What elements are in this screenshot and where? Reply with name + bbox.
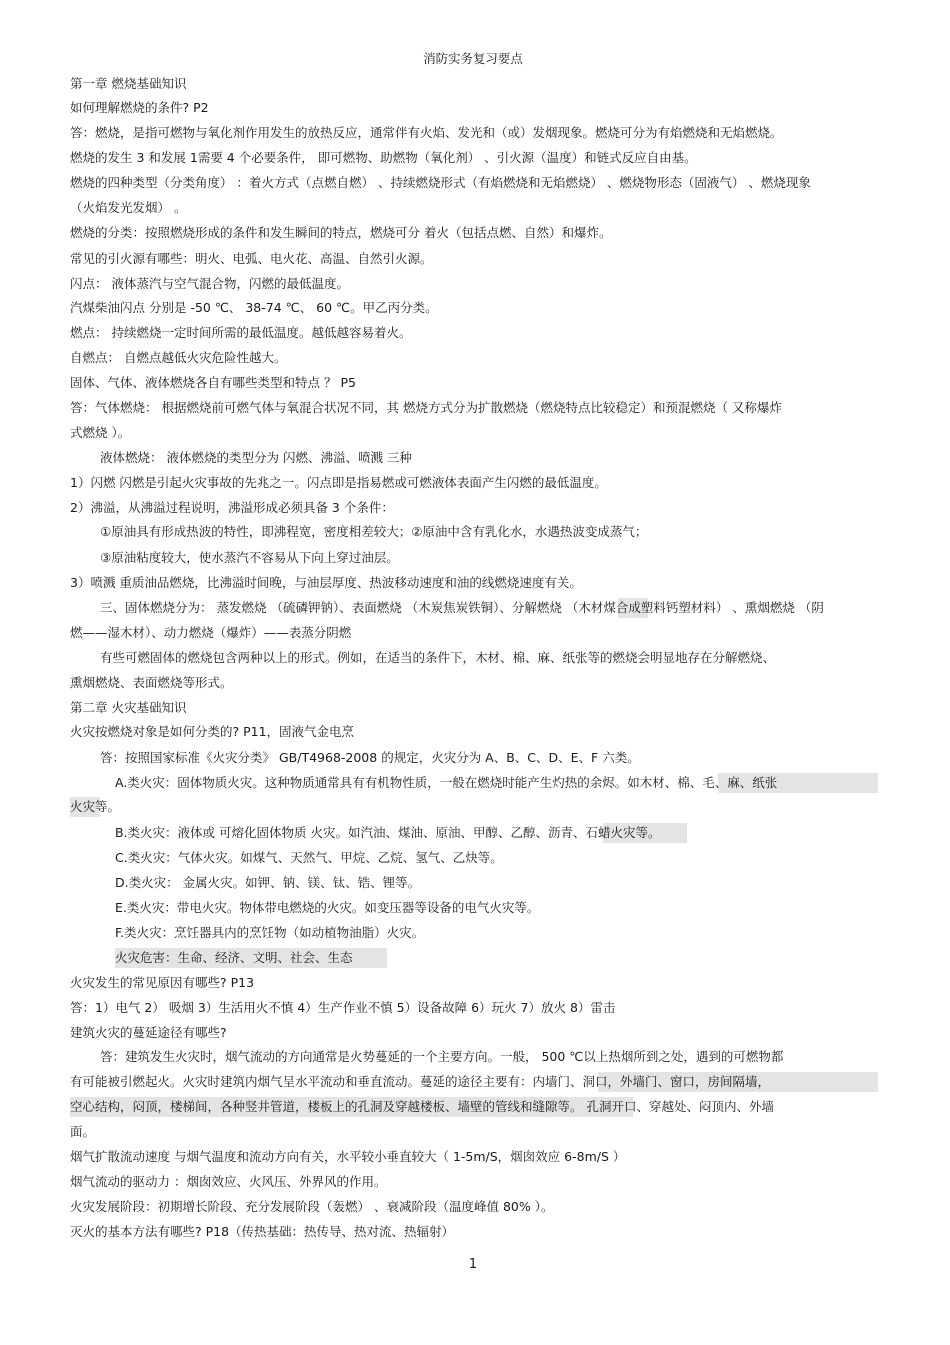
text-line: A.类火灾：固体物质火灾。这种物质通常具有有机物性质，一般在燃烧时能产生灼热的余烬。如木材、棉、毛、麻、纸张 [115, 775, 778, 790]
text-line: 有可能被引燃起火。火灾时建筑内烟气呈水平流动和垂直流动。蔓延的途径主要有：内墙门、洞口，外墙门、窗口，房间隔墙， [70, 1074, 771, 1089]
text-line: ①原油具有形成热波的特性，即沸程宽，密度相差较大；②原油中含有乳化水，水遇热波变成蒸气； [100, 524, 648, 539]
chapter-heading: 第二章 火灾基础知识 [70, 700, 187, 715]
text-line: 火灾发展阶段：初期增长阶段、充分发展阶段（轰燃） 、衰减阶段（温度峰值 80% ）。 [70, 1199, 554, 1214]
text-line: B.类火灾：液体或 可熔化固体物质 火灾。如汽油、煤油、原油、甲醇、乙醇、沥青、石蜡火灾等。 [115, 825, 661, 840]
text-line: 三、固体燃烧分为： 蒸发燃烧 （硫磷钾钠）、表面燃烧 （木炭焦炭铁铜）、分解燃烧 （木材煤合成塑料钙塑材料） 、熏烟燃烧 （阴 [100, 600, 824, 615]
text-line: 燃——湿木材）、动力燃烧（爆炸）——表蒸分阴燃 [70, 625, 352, 640]
text-line: 常见的引火源有哪些：明火、电弧、电火花、高温、自然引火源。 [70, 251, 433, 266]
text-line: 有些可燃固体的燃烧包含两种以上的形式。例如，在适当的条件下，木材、棉、麻、纸张等的燃烧会明显地存在分解燃烧、 [100, 650, 776, 665]
question-line: 火灾按燃烧对象是如何分类的? P11，固液气金电烹 [70, 724, 355, 739]
page-number: 1 [468, 1257, 478, 1272]
text-line: 汽煤柴油闪点 分别是 -50 ℃、 38-74 ℃、 60 ℃。甲乙丙分类。 [70, 300, 438, 315]
question-line: 灭火的基本方法有哪些? P18（传热基础：热传导、热对流、热辐射） [70, 1224, 455, 1239]
chapter-heading: 第一章 燃烧基础知识 [70, 76, 187, 91]
text-line: 燃烧的分类：按照燃烧形成的条件和发生瞬间的特点，燃烧可分 着火（包括点燃、自然）和爆炸。 [70, 225, 612, 240]
text-line: 答：气体燃烧： 根据燃烧前可燃气体与氧混合状况不同，其 燃烧方式分为扩散燃烧（燃烧特点比较稳定）和预混燃烧（ 又称爆炸 [70, 400, 782, 415]
text-line: 闪点： 液体蒸汽与空气混合物，闪燃的最低温度。 [70, 276, 349, 291]
text-line: 燃点： 持续燃烧一定时间所需的最低温度。越低越容易着火。 [70, 325, 412, 340]
question-line: 建筑火灾的蔓延途径有哪些? [70, 1025, 227, 1040]
text-line: 答：建筑发生火灾时，烟气流动的方向通常是火势蔓延的一个主要方向。一般， 500 ℃以上热烟所到之处，遇到的可燃物都 [100, 1049, 784, 1064]
text-line: ③原油粘度较大，使水蒸汽不容易从下向上穿过油层。 [100, 550, 399, 565]
question-line: 火灾发生的常见原因有哪些? P13 [70, 975, 255, 990]
text-line: 烟气流动的驱动力 ：烟囱效应、火风压、外界风的作用。 [70, 1174, 387, 1189]
text-line: 3）喷溅 重质油品燃烧，比沸溢时间晚，与油层厚度、热波移动速度和油的线燃烧速度有关。 [70, 575, 582, 590]
text-line: 式燃烧 ）。 [70, 425, 131, 440]
text-line: 烟气扩散流动速度 与烟气温度和流动方向有关，水平较小垂直较大（ 1-5m/S，烟囱效应 6-8m/S ） [70, 1149, 626, 1164]
text-line: E.类火灾：带电火灾。物体带电燃烧的火灾。如变压器等设备的电气火灾等。 [115, 900, 540, 915]
text-line: 1）闪燃 闪燃是引起火灾事故的先兆之一。闪点即是指易燃或可燃液体表面产生闪燃的最低温度。 [70, 475, 607, 490]
text-line: 火灾危害：生命、经济、文明、社会、生态 [115, 950, 353, 965]
subheading-line: 液体燃烧： 液体燃烧的类型分为 闪燃、沸溢、喷溅 三种 [100, 450, 412, 465]
text-line: D.类火灾： 金属火灾。如钾、钠、镁、钛、锆、锂等。 [115, 875, 421, 890]
text-line: 答：1）电气 2） 吸烟 3）生活用火不慎 4）生产作业不慎 5）设备故障 6）玩火 7）放火 8）雷击 [70, 1000, 616, 1015]
text-line: C.类火灾：气体火灾。如煤气、天然气、甲烷、乙烷、氢气、乙炔等。 [115, 850, 503, 865]
text-line: 答：燃烧，是指可燃物与氧化剂作用发生的放热反应，通常伴有火焰、发光和（或）发烟现象。燃烧可分为有焰燃烧和无焰燃烧。 [70, 125, 783, 140]
text-line: F.类火灾：烹饪器具内的烹饪物（如动植物油脂）火灾。 [115, 925, 425, 940]
text-line: 自燃点： 自燃点越低火灾危险性越大。 [70, 350, 287, 365]
document-title: 消防实务复习要点 [423, 51, 523, 66]
question-line: 固体、气体、液体燃烧各自有哪些类型和特点 ？ P5 [70, 375, 356, 390]
text-line: 答：按照国家标准《火灾分类》 GB/T4968-2008 的规定，火灾分为 A、B、C、D、E、F 六类。 [100, 750, 640, 765]
text-line: 火灾等。 [70, 799, 121, 814]
text-line: 熏烟燃烧、表面燃烧等形式。 [70, 675, 233, 690]
text-line: （火焰发光发烟） 。 [70, 200, 187, 215]
text-line: 燃烧的四种类型（分类角度） ：着火方式（点燃自燃） 、持续燃烧形式（有焰燃烧和无焰燃烧） 、燃烧物形态（固液气） 、燃烧现象 [70, 175, 811, 190]
text-line: 空心结构，闷顶，楼梯间，各种竖井管道，楼板上的孔洞及穿越楼板、墙壁的管线和缝隙等。 孔洞开口、穿越处、闷顶内、外墙 [70, 1099, 774, 1114]
question-line: 如何理解燃烧的条件? P2 [70, 100, 209, 115]
text-line: 面。 [70, 1124, 96, 1139]
text-line: 燃烧的发生 3 和发展 1需要 4 个必要条件， 即可燃物、助燃物（氧化剂） 、引火源（温度）和链式反应自由基。 [70, 150, 697, 165]
text-line: 2）沸溢，从沸溢过程说明，沸溢形成必须具备 3 个条件： [70, 500, 394, 515]
